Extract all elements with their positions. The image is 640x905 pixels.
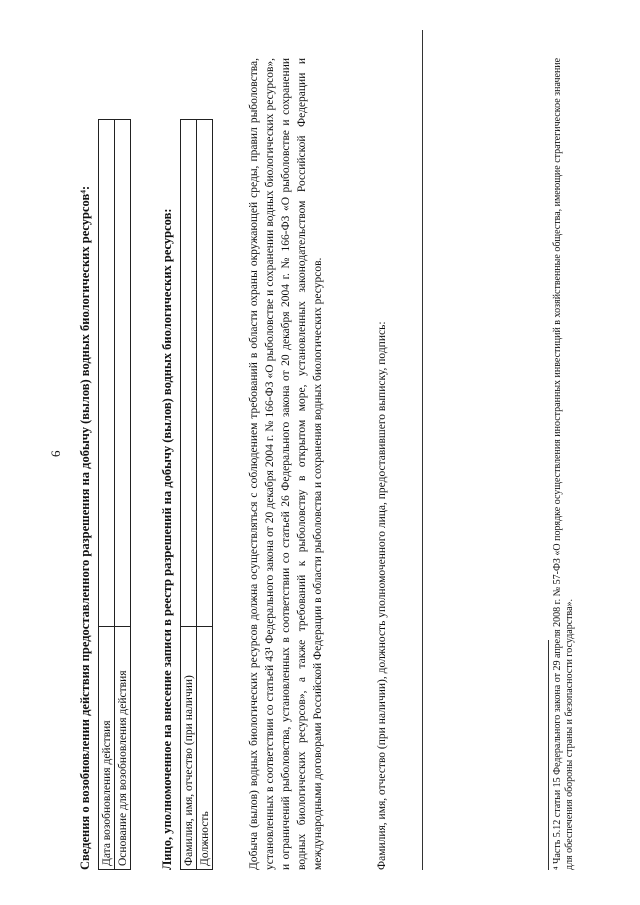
- registrar-position-label: Должность: [197, 627, 213, 870]
- table-row: [197, 120, 213, 870]
- section-resumption-heading: Сведения о возобновлении действия предоставленного разрешения на добычу (вылов) водных биологических ресурсов⁴:: [78, 185, 92, 870]
- registrar-name-label: Фамилия, имя, отчество (при наличии): [181, 627, 197, 870]
- signature-line: [422, 30, 423, 870]
- resumption-date-value: [99, 120, 115, 627]
- table-row: [115, 120, 131, 870]
- signature-label: Фамилия, имя, отчество (при наличии), должность уполномоченного лица, предоставившего выписку, подпись:: [376, 321, 388, 870]
- rotated-content: [40, 24, 600, 882]
- registrar-name-value: [181, 120, 197, 627]
- requirements-paragraph: Добыча (вылов) водных биологических ресурсов должна осуществляться с соблюдением требований в области охраны окружающей среды, правил рыболовства, установленных в соответствии со статьей 43¹ Федерального закона от 20 декабря 2004 г. № 166-ФЗ «О рыболовстве и сохранении водных биологических ресурсов», и ограничений рыболовства, установленных в соответствии со статьей 26 Федерального закона от 20 декабря 2004 г. № 166-ФЗ «О рыболовстве и сохранении водных биологических ресурсов», а также требований к рыболовству в открытом море, установленных законодательством Российской Федерации и международными договорами Российской Федерации в области рыболовства и сохранения водных биологических ресурсов.: [248, 58, 324, 870]
- footnote-rule: [548, 640, 549, 870]
- resumption-date-label: Дата возобновления действия: [99, 627, 115, 870]
- table-row: [99, 120, 115, 870]
- registrar-table: [180, 119, 213, 870]
- table-row: [181, 120, 197, 870]
- resumption-basis-value: [115, 120, 131, 627]
- resumption-basis-label: Основание для возобновления действия: [115, 627, 131, 870]
- footnote: ⁴ Часть 5.12 статьи 15 Федерального закона от 29 апреля 2008 г. № 57-ФЗ «О порядке осуществления иностранных инвестиций в хозяйственные общества, имеющие стратегическое значение для обеспечения обороны страны и безопасности государства».: [552, 57, 575, 870]
- registrar-position-value: [197, 120, 213, 627]
- resumption-table: [98, 119, 131, 870]
- page-number: 6: [48, 450, 63, 457]
- section-registrar-heading: Лицо, уполномоченное на внесение записи в реестр разрешений на добычу (вылов) водных биологических ресурсов:: [160, 208, 174, 870]
